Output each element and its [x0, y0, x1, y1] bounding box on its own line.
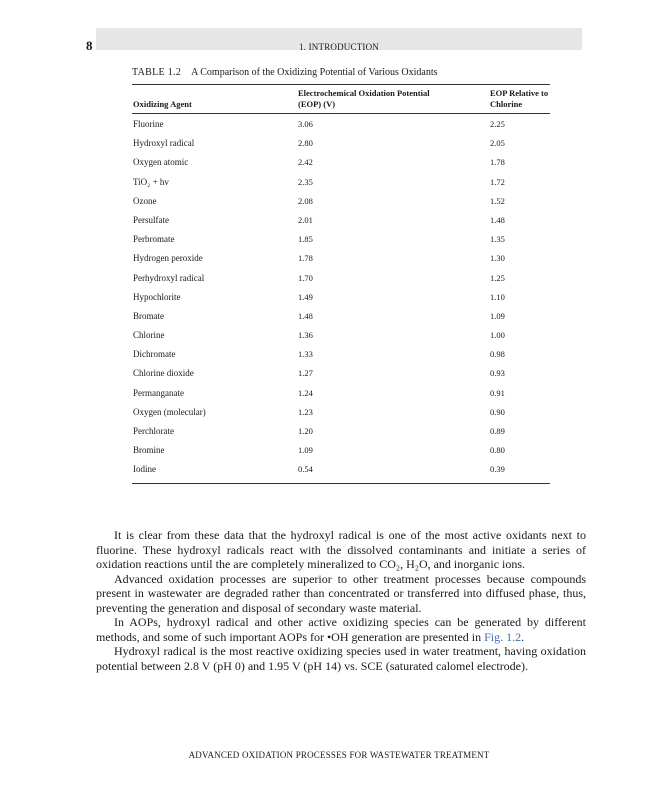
table-caption	[132, 67, 438, 78]
cell-eop: 2.35	[298, 176, 313, 187]
table-header-rule	[132, 113, 550, 114]
table-bottom-rule	[132, 483, 550, 484]
table-row	[0, 289, 648, 308]
cell-eop-relative: 1.25	[490, 272, 505, 283]
page-number: 8	[86, 38, 93, 53]
table-row	[0, 423, 648, 442]
cell-eop: 2.08	[298, 195, 313, 206]
table-row	[0, 135, 648, 154]
cell-eop: 2.01	[298, 214, 313, 225]
cell-eop-relative: 1.78	[490, 157, 505, 168]
cell-oxidizing-agent: Fluorine	[133, 119, 164, 129]
cell-oxidizing-agent: Bromate	[133, 310, 164, 321]
cell-oxidizing-agent: Chlorine	[133, 330, 165, 341]
paragraph-1: It is clear from these data that the hydroxyl radical is one of the most active oxidants next to fluorine. These hydroxyl radicals react with the dissolved contaminants and initiate a series of oxidation reactions until the are completely mineralized to CO₂, H₂O, and inorganic ions.	[96, 528, 586, 571]
table-row	[0, 174, 648, 193]
cell-eop-relative: 1.72	[490, 176, 505, 187]
table-row	[0, 327, 648, 346]
cell-eop: 1.20	[298, 426, 313, 436]
table-row	[0, 212, 648, 231]
column-header-eop: Electrochemical Oxidation Potential (EOP) (V)	[298, 88, 430, 109]
cell-oxidizing-agent: Bromine	[133, 445, 165, 456]
cell-oxidizing-agent: TiO₂ + hv	[133, 176, 169, 187]
table-row	[0, 116, 648, 135]
table-row	[0, 231, 648, 250]
table-row	[0, 385, 648, 404]
table-row	[0, 154, 648, 173]
table-row	[0, 346, 648, 365]
table-row	[0, 442, 648, 461]
paragraph-3	[96, 615, 586, 644]
table-row	[0, 308, 648, 327]
column-header-oxidizing-agent: Oxidizing Agent	[133, 99, 192, 109]
cell-eop: 0.54	[298, 464, 313, 475]
running-head: 1. INTRODUCTION	[299, 42, 379, 52]
cell-oxidizing-agent: Hypochlorite	[133, 291, 181, 302]
cell-eop: 1.33	[298, 349, 313, 360]
table-row	[0, 193, 648, 212]
cell-eop-relative: 0.80	[490, 445, 505, 456]
cell-eop: 1.70	[298, 272, 313, 283]
table-row	[0, 270, 648, 289]
table-top-rule	[132, 84, 550, 85]
paragraph-3-end: .	[521, 629, 525, 644]
cell-oxidizing-agent: Chlorine dioxide	[133, 368, 194, 379]
column-header-eop-relative: EOP Relative to Chlorine	[490, 88, 549, 109]
table-body	[0, 116, 648, 481]
table-row	[0, 404, 648, 423]
cell-eop-relative: 0.89	[490, 426, 505, 436]
cell-eop-relative: 1.48	[490, 214, 505, 225]
table-row	[0, 250, 648, 269]
cell-eop-relative: 0.39	[490, 464, 505, 475]
cell-eop: 1.09	[298, 445, 313, 456]
cell-eop-relative: 1.09	[490, 310, 505, 321]
cell-eop-relative: 2.25	[490, 119, 505, 129]
cell-oxidizing-agent: Ozone	[133, 195, 157, 206]
cell-oxidizing-agent: Dichromate	[133, 349, 176, 360]
cell-oxidizing-agent: Iodine	[133, 464, 156, 475]
cell-oxidizing-agent: Perbromate	[133, 234, 175, 245]
cell-eop: 2.80	[298, 138, 313, 149]
cell-eop: 1.27	[298, 368, 313, 379]
cell-oxidizing-agent: Oxygen (molecular)	[133, 406, 206, 417]
cell-eop: 1.23	[298, 406, 313, 417]
cell-oxidizing-agent: Hydroxyl radical	[133, 138, 195, 149]
cell-oxidizing-agent: Oxygen atomic	[133, 157, 189, 168]
paragraph-4: Hydroxyl radical is the most reactive oxidizing species used in water treatment, having oxidation potential between 2.8 V (pH 0) and 1.95 V (pH 14) vs. SCE (saturated calomel electrode).	[96, 644, 586, 673]
cell-eop-relative: 0.98	[490, 349, 505, 360]
cell-eop-relative: 0.93	[490, 368, 505, 379]
figure-link[interactable]: Fig. 1.2	[484, 629, 522, 644]
cell-oxidizing-agent: Persulfate	[133, 214, 169, 225]
cell-eop: 1.24	[298, 387, 313, 398]
table-caption-text: A Comparison of the Oxidizing Potential of Various Oxidants	[191, 67, 438, 78]
cell-oxidizing-agent: Perchlorate	[133, 426, 174, 436]
cell-eop-relative: 1.35	[490, 234, 505, 245]
body-text	[96, 528, 586, 673]
table-row	[0, 461, 648, 480]
cell-eop-relative: 0.90	[490, 406, 505, 417]
cell-oxidizing-agent: Perhydroxyl radical	[133, 272, 205, 283]
cell-oxidizing-agent: Hydrogen peroxide	[133, 253, 203, 264]
cell-eop-relative: 1.10	[490, 291, 505, 302]
footer: ADVANCED OXIDATION PROCESSES FOR WASTEWATER TREATMENT	[188, 750, 490, 760]
cell-eop-relative: 2.05	[490, 138, 505, 149]
table-caption-label: TABLE 1.2	[132, 67, 182, 78]
cell-eop: 1.48	[298, 310, 313, 321]
table-row	[0, 365, 648, 384]
cell-eop: 1.78	[298, 253, 313, 264]
cell-eop-relative: 1.30	[490, 253, 505, 264]
cell-eop: 1.49	[298, 291, 313, 302]
cell-eop-relative: 1.00	[490, 330, 505, 341]
cell-eop-relative: 1.52	[490, 195, 505, 206]
cell-eop: 1.36	[298, 330, 313, 341]
paragraph-2: Advanced oxidation processes are superior to other treatment processes because compounds present in wastewater are degraded rather than concentrated or transferred into diffused phase, thus, preventing the generation and disposal of secondary waste material.	[96, 571, 586, 615]
cell-eop: 3.06	[298, 119, 313, 129]
cell-eop: 1.85	[298, 234, 313, 245]
cell-eop: 2.42	[298, 157, 313, 168]
cell-oxidizing-agent: Permanganate	[133, 387, 184, 398]
cell-eop-relative: 0.91	[490, 387, 505, 398]
paragraph-3-text: In AOPs, hydroxyl radical and other active oxidizing species can be generated by different methods, and some of such important AOPs for •OH generation are presented in	[96, 615, 586, 644]
